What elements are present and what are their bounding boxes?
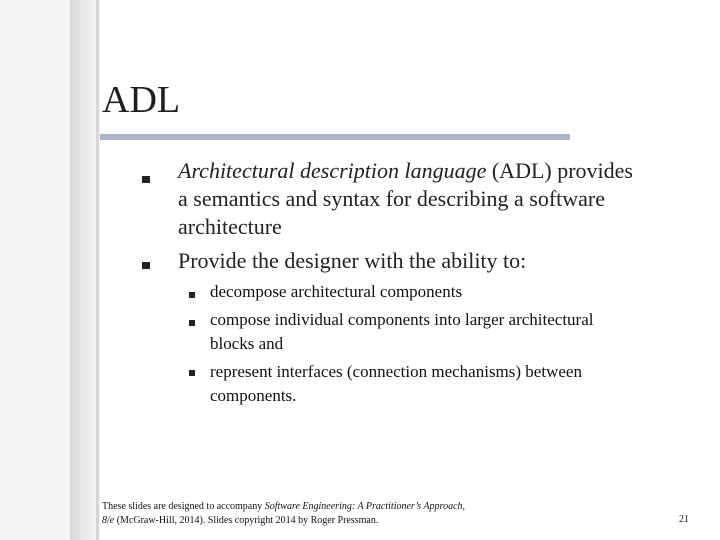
footer-line-1 (102, 500, 532, 514)
sub-bullet-2-line-2: blocks and (210, 334, 284, 353)
footer-book-title: Software Engineering: A Practitioner’s Approach, (264, 501, 466, 512)
bullet-marker (142, 262, 150, 269)
slide-title: ADL (102, 79, 181, 121)
sub-bullet-2-line-1: compose individual components into larger architectural (210, 310, 594, 329)
bullet-2-line-1: Provide the designer with the ability to: (178, 248, 527, 273)
slide-footer (102, 500, 532, 528)
bullet-1-line-1-rest: (ADL) provides (486, 158, 633, 183)
bullet-1-line-2: a semantics and syntax for describing a software (178, 186, 606, 211)
sub-bullet-marker (189, 370, 195, 376)
sub-bullet-3-line-2: components. (210, 386, 297, 405)
footer-copyright: (McGraw-Hill, 2014). Slides copyright 2014 by Roger Pressman. (114, 515, 379, 526)
footer-line-2 (102, 514, 532, 528)
title-underline (100, 134, 570, 140)
decorative-stripe (96, 0, 99, 540)
bullet-marker (142, 176, 150, 183)
left-decorative-band (0, 0, 100, 540)
bullet-1-line-1 (178, 156, 633, 185)
bullet-1-line-3: architecture (178, 214, 282, 239)
bullet-1-italic-term: Architectural description language (178, 158, 487, 183)
footer-edition: 8/e (102, 515, 115, 526)
sub-bullet-marker (189, 292, 195, 298)
footer-prefix: These slides are designed to accompany (102, 501, 265, 512)
sub-bullet-3-line-1: represent interfaces (connection mechanisms) between (210, 362, 582, 381)
sub-bullet-marker (189, 320, 195, 326)
page-number: 21 (679, 514, 689, 525)
sub-bullet-1-line-1: decompose architectural components (210, 282, 463, 301)
